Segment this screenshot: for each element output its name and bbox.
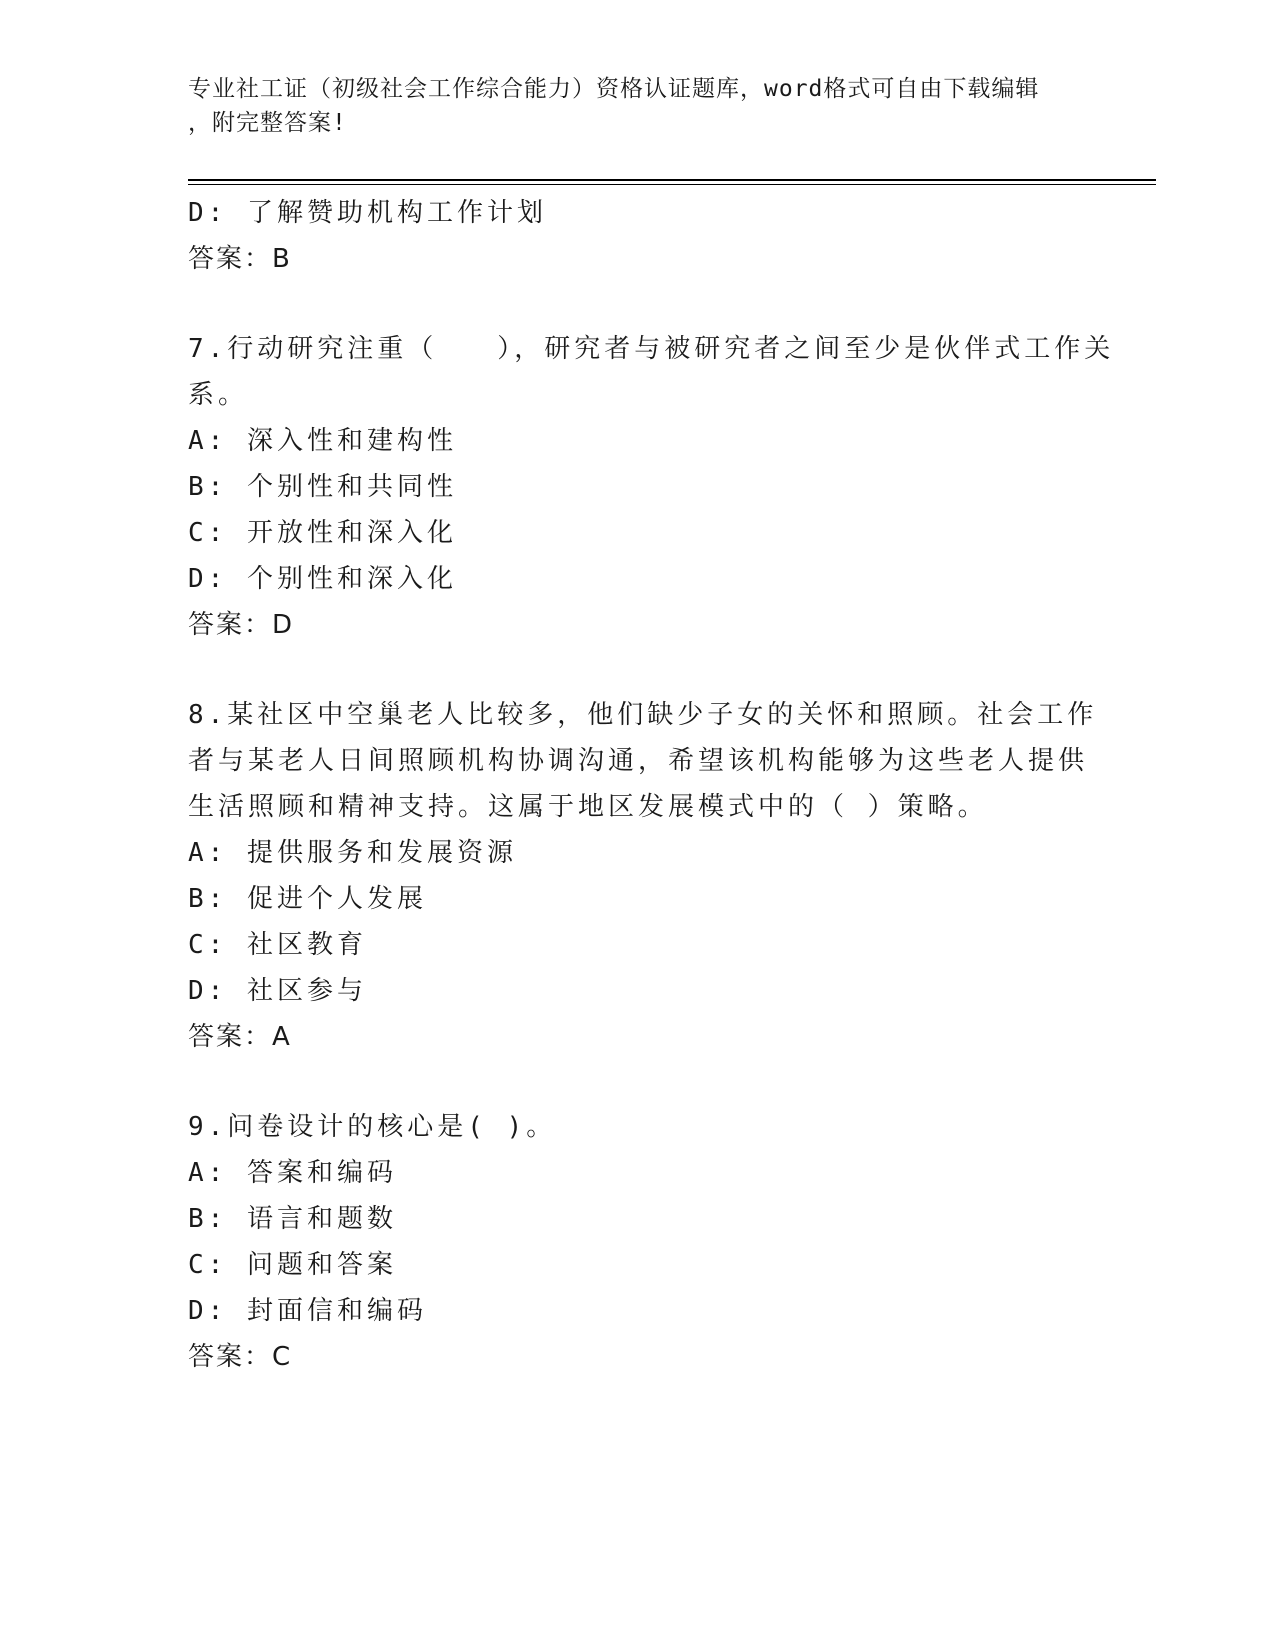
option-c: C: 问题和答案 — [188, 1250, 397, 1280]
question-stem: 8.某社区中空巢老人比较多，他们缺少子女的关怀和照顾。社会工作 — [188, 700, 1098, 730]
option-d: D: 个别性和深入化 — [188, 564, 457, 594]
option-c: C: 社区教育 — [188, 930, 367, 960]
question-stem: 9.问卷设计的核心是( )。 — [188, 1112, 557, 1142]
header-line-1: 专业社工证（初级社会工作综合能力）资格认证题库，word格式可自由下载编辑 — [188, 76, 1040, 102]
header-line-2: ，附完整答案! — [188, 110, 347, 136]
option-b: B: 促进个人发展 — [188, 884, 427, 914]
option-b: B: 语言和题数 — [188, 1204, 397, 1234]
answer-line: 答案：B — [188, 244, 292, 274]
option-d: D: 社区参与 — [188, 976, 367, 1006]
option-a: A: 答案和编码 — [188, 1158, 397, 1188]
answer-line: 答案：C — [188, 1342, 293, 1372]
header-rule-thin — [188, 184, 1156, 185]
option-d: D: 了解赞助机构工作计划 — [188, 198, 547, 228]
question-block — [188, 326, 1115, 648]
question-stem-cont: 生活照顾和精神支持。这属于地区发展模式中的（ ）策略。 — [188, 792, 988, 822]
answer-line: 答案：D — [188, 610, 295, 640]
header-rule-thick — [188, 179, 1156, 181]
question-stem: 7.行动研究注重（ ），研究者与被研究者之间至少是伙伴式工作关 — [188, 334, 1115, 364]
question-block — [188, 1104, 1088, 1380]
question-stem-cont: 者与某老人日间照顾机构协调沟通，希望该机构能够为这些老人提供 — [188, 746, 1089, 776]
question-block — [188, 692, 1098, 1060]
question-list — [188, 190, 1115, 1380]
option-d: D: 封面信和编码 — [188, 1296, 427, 1326]
page-header — [188, 72, 1088, 140]
option-c: C: 开放性和深入化 — [188, 518, 457, 548]
answer-line: 答案：A — [188, 1022, 292, 1052]
question-stem-cont: 系。 — [188, 380, 249, 410]
option-b: B: 个别性和共同性 — [188, 472, 457, 502]
option-a: A: 提供服务和发展资源 — [188, 838, 517, 868]
option-a: A: 深入性和建构性 — [188, 426, 457, 456]
